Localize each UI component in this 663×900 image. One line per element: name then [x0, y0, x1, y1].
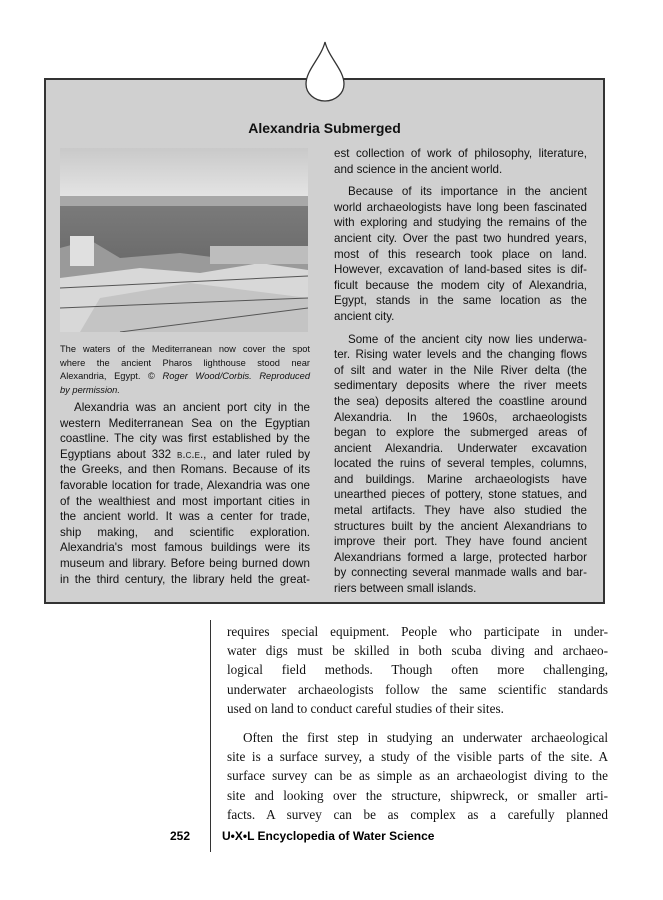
photo-credit: Roger Wood/Corbis. Reproduced [162, 371, 310, 381]
text-line: most of this research took place on land. [334, 247, 587, 261]
text-line: metal artifacts. They have also studied the [334, 504, 587, 518]
text-line: est collection of work of philosophy, literature, [334, 147, 587, 160]
text-line: and buildings. Marine archaeologists have [334, 472, 587, 486]
text-line: surface survey can be as simple as an archaeologist diving to the [227, 768, 608, 784]
paragraph [334, 332, 587, 597]
paragraph [60, 400, 310, 587]
era-abbreviation: b.c.e. [177, 447, 204, 461]
paragraph [227, 622, 608, 718]
text-line: requires special equipment. People who participate in under- [227, 624, 608, 639]
caption-line: by permission. [60, 384, 120, 395]
alexandria-harbor-photo [60, 148, 308, 332]
text-line: ship making, and scientific exploration. [60, 525, 310, 539]
margin-rule [210, 620, 211, 852]
text-line: Alexandrians formed a large, protected harbor [334, 550, 587, 564]
text-line: Alexandria's most famous buildings were its [60, 541, 310, 555]
text-line: in the third century, the library held the great- [60, 572, 310, 586]
text-line: by connecting several manmade walls and bar- [334, 566, 587, 580]
sidebar-title: Alexandria Submerged [248, 120, 401, 136]
text-line: the sea) deposits altered the coastline around [334, 394, 587, 408]
text-line: Because of its importance in the ancient [348, 185, 587, 199]
text-line: site and looking over the structure, shipwreck, or smaller arti- [227, 787, 608, 803]
paragraph [334, 146, 587, 177]
text-line: logical field methods. Though often more challenging, [227, 662, 608, 678]
text-line: of the wealthiest and most important cities in [60, 494, 310, 508]
text-line: facts. A survey can be as complex as a carefully planned [227, 806, 608, 822]
text-line: located the ruins of several temples, columns, [334, 457, 587, 471]
caption-line: Alexandria, Egypt. © Roger Wood/Corbis. Reproduced [60, 371, 310, 381]
text-line: museum and library. Before being burned down [60, 556, 310, 570]
text-line: favorable location for trade, Alexandria was one [60, 478, 310, 492]
text-line: structures built by the ancient Alexandrians to [334, 519, 587, 533]
page-number: 252 [170, 829, 191, 843]
caption-line: The waters of the Mediterranean now cover the spot [60, 344, 310, 354]
text-line: Egypt, stands in the same location as the [334, 294, 587, 308]
text-line: ancient city. [334, 309, 395, 323]
text-line: However, excavation of land-based sites is dif- [334, 263, 587, 277]
text-line: Some of the ancient city now lies underwa- [348, 332, 587, 346]
caption-line: where the ancient Pharos lighthouse stood near [60, 357, 310, 368]
main-body-text [227, 622, 608, 834]
text-line: of silt and water in the Nile River delta (the [334, 363, 587, 377]
text-line: improve their port. They have found ancient [334, 535, 587, 549]
text-line: used on land to conduct careful studies of their sites. [227, 700, 504, 716]
paragraph [227, 728, 608, 824]
paragraph [334, 184, 587, 324]
text-line: and science in the ancient world. [334, 162, 503, 176]
text-line: ancient Alexandria. Underwater excavation [334, 441, 587, 455]
text-line: ficult because the modem city of Alexandria, [334, 278, 587, 292]
text-line: riers between small islands. [334, 582, 477, 596]
footer-book-title: U•X•L Encyclopedia of Water Science [222, 829, 435, 843]
text-line: site is a surface survey, a study of the visible parts of the site. A [227, 749, 608, 765]
sidebar-box [44, 78, 605, 604]
text-line: sedimentary deposits where the river meets [334, 379, 587, 393]
text-line: ancient city. Over the past two hundred years, [334, 231, 587, 245]
photo-caption [60, 343, 310, 397]
text-line: with exploring and studying the remains of the [334, 216, 587, 230]
sidebar-left-column [60, 400, 310, 594]
text-line: world archaeologists have long been fascinated [334, 200, 587, 214]
text-line: Often the first step in studying an underwater archaeological [243, 730, 608, 746]
water-drop-icon [302, 40, 348, 102]
text-line: coastline. The city was first established by the [60, 432, 310, 446]
text-line: Alexandria was an ancient port city in the [74, 401, 310, 414]
text-line: the Greeks, and then Romans. Because of its [60, 463, 310, 477]
text-line: Egyptians about 332 b.c.e., and later ruled by [60, 447, 311, 461]
text-line: underwater archaeologists follow the same scientific standards [227, 681, 608, 697]
text-line: unearthed pieces of pottery, stone statues, and [334, 488, 587, 502]
text-line: Alexandria. In the 1960s, archaeologists [334, 410, 587, 424]
sidebar-right-column [334, 146, 587, 604]
text-line: western Mediterranean Sea on the Egyptian [60, 416, 310, 430]
text-line: water digs must be skilled in both scuba diving and archaeo- [227, 643, 608, 659]
text-line: began to explore the submerged areas of [334, 426, 587, 440]
text-line: the ancient world. It was a center for trade, [60, 510, 310, 524]
text-line: ter. Rising water levels and the changing flows [334, 348, 587, 362]
